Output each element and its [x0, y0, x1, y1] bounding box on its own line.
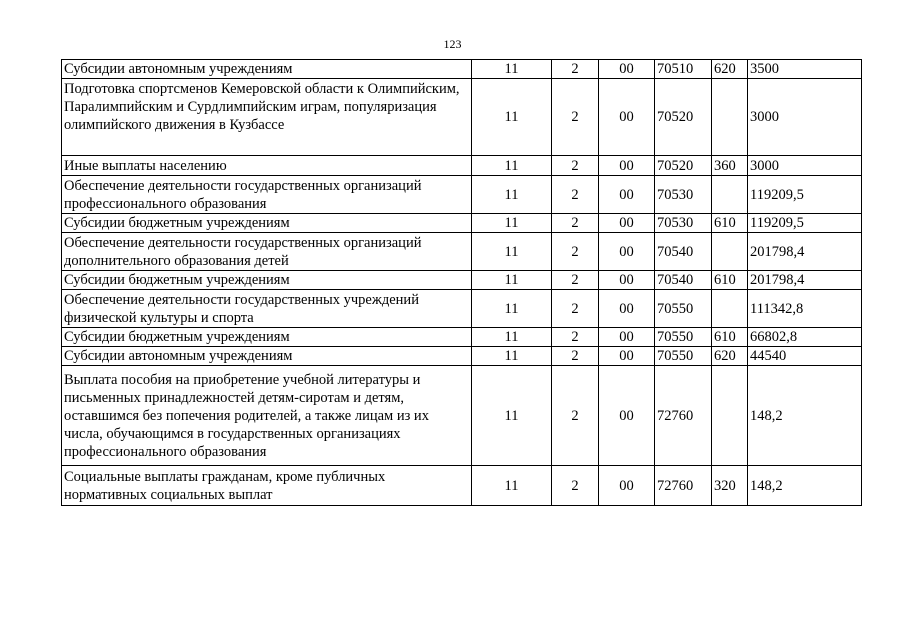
row-vr: 620	[712, 347, 748, 366]
row-name: Обеспечение деятельности государственных учреждений физической культуры и спорта	[62, 290, 472, 328]
row-sum: 148,2	[748, 466, 862, 506]
table-row	[62, 466, 862, 506]
table-row	[62, 60, 862, 79]
row-sum: 111342,8	[748, 290, 862, 328]
row-subsection: 2	[552, 466, 599, 506]
table-row	[62, 271, 862, 290]
row-program: 00	[599, 271, 655, 290]
row-section: 11	[472, 233, 552, 271]
row-code: 70550	[655, 290, 712, 328]
row-section: 11	[472, 176, 552, 214]
row-name: Подготовка спортсменов Кемеровской области к Олимпийским, Паралимпийским и Сурдлимпийским играм, популяризация олимпийского движения в Кузбассе	[62, 79, 472, 156]
row-program: 00	[599, 233, 655, 271]
table-row	[62, 328, 862, 347]
table-row	[62, 233, 862, 271]
row-section: 11	[472, 366, 552, 466]
row-vr: 620	[712, 60, 748, 79]
row-vr	[712, 233, 748, 271]
row-sum: 3000	[748, 156, 862, 176]
row-section: 11	[472, 466, 552, 506]
table-row	[62, 290, 862, 328]
row-vr	[712, 176, 748, 214]
row-code: 70510	[655, 60, 712, 79]
row-section: 11	[472, 328, 552, 347]
row-name: Иные выплаты населению	[62, 156, 472, 176]
row-vr: 610	[712, 214, 748, 233]
row-vr	[712, 79, 748, 156]
row-name: Обеспечение деятельности государственных организаций дополнительного образования детей	[62, 233, 472, 271]
row-vr: 360	[712, 156, 748, 176]
row-name: Социальные выплаты гражданам, кроме публичных нормативных социальных выплат	[62, 466, 472, 506]
row-sum: 201798,4	[748, 233, 862, 271]
row-program: 00	[599, 176, 655, 214]
row-section: 11	[472, 214, 552, 233]
row-name: Обеспечение деятельности государственных организаций профессионального образования	[62, 176, 472, 214]
table-row	[62, 79, 862, 156]
row-subsection: 2	[552, 214, 599, 233]
row-subsection: 2	[552, 176, 599, 214]
row-code: 72760	[655, 366, 712, 466]
row-program: 00	[599, 290, 655, 328]
budget-table	[61, 59, 862, 506]
row-subsection: 2	[552, 79, 599, 156]
row-vr	[712, 290, 748, 328]
row-name: Субсидии бюджетным учреждениям	[62, 271, 472, 290]
row-code: 70550	[655, 347, 712, 366]
row-code: 70540	[655, 233, 712, 271]
row-section: 11	[472, 271, 552, 290]
row-code: 70530	[655, 176, 712, 214]
table-row	[62, 176, 862, 214]
row-code: 72760	[655, 466, 712, 506]
row-program: 00	[599, 156, 655, 176]
row-subsection: 2	[552, 347, 599, 366]
row-program: 00	[599, 214, 655, 233]
row-sum: 119209,5	[748, 214, 862, 233]
row-vr: 320	[712, 466, 748, 506]
row-vr: 610	[712, 328, 748, 347]
row-sum: 44540	[748, 347, 862, 366]
row-section: 11	[472, 60, 552, 79]
row-section: 11	[472, 156, 552, 176]
row-name: Субсидии бюджетным учреждениям	[62, 328, 472, 347]
row-vr	[712, 366, 748, 466]
row-code: 70540	[655, 271, 712, 290]
row-subsection: 2	[552, 290, 599, 328]
table-row	[62, 156, 862, 176]
row-sum: 3000	[748, 79, 862, 156]
row-subsection: 2	[552, 328, 599, 347]
row-program: 00	[599, 79, 655, 156]
row-program: 00	[599, 466, 655, 506]
row-section: 11	[472, 290, 552, 328]
row-subsection: 2	[552, 271, 599, 290]
row-code: 70550	[655, 328, 712, 347]
row-code: 70520	[655, 156, 712, 176]
row-subsection: 2	[552, 156, 599, 176]
row-section: 11	[472, 347, 552, 366]
row-code: 70520	[655, 79, 712, 156]
row-name: Субсидии автономным учреждениям	[62, 347, 472, 366]
table-row	[62, 366, 862, 466]
row-subsection: 2	[552, 233, 599, 271]
row-program: 00	[599, 328, 655, 347]
row-sum: 201798,4	[748, 271, 862, 290]
row-sum: 119209,5	[748, 176, 862, 214]
table-row	[62, 214, 862, 233]
row-name: Субсидии автономным учреждениям	[62, 60, 472, 79]
row-name: Выплата пособия на приобретение учебной литературы и письменных принадлежностей детям-сиротам и детям, оставшимся без попечения родителей, а также лицам из их числа, обучающимся в государственных организациях профессионального образования	[62, 366, 472, 466]
table-row	[62, 347, 862, 366]
row-subsection: 2	[552, 60, 599, 79]
row-sum: 3500	[748, 60, 862, 79]
row-sum: 66802,8	[748, 328, 862, 347]
page-number: 123	[443, 37, 462, 51]
row-program: 00	[599, 366, 655, 466]
row-section: 11	[472, 79, 552, 156]
row-vr: 610	[712, 271, 748, 290]
row-program: 00	[599, 60, 655, 79]
row-program: 00	[599, 347, 655, 366]
row-name: Субсидии бюджетным учреждениям	[62, 214, 472, 233]
row-sum: 148,2	[748, 366, 862, 466]
row-code: 70530	[655, 214, 712, 233]
row-subsection: 2	[552, 366, 599, 466]
